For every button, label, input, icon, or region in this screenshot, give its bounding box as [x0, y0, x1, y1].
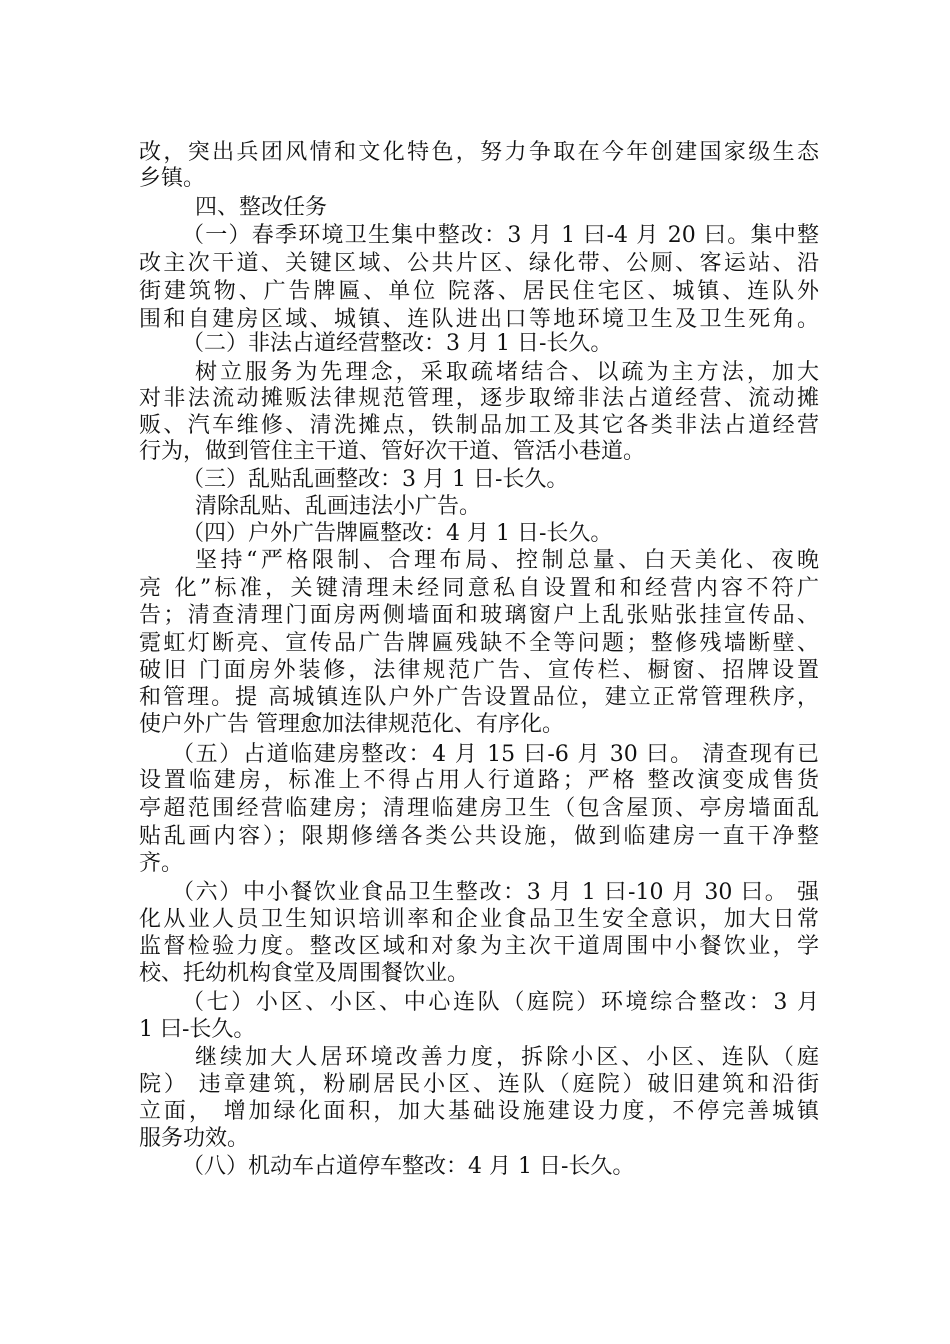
paragraph-line: 使户外广告 管理愈加法律规范化、有序化。: [139, 712, 564, 737]
paragraph-line: 围和自建房区域、城镇、连队进出口等地环境卫生及卫生死角。: [139, 307, 819, 332]
paragraph-line: 和管理。提 高城镇连队户外广告设置品位，建立正常管理秩序，: [139, 685, 819, 710]
item-heading: （八）机动车占道停车整改：4 月 1 日-长久。: [182, 1154, 635, 1179]
paragraph-line: 立面， 增加绿化面积，加大基础设施建设力度，不停完善城镇: [139, 1099, 819, 1124]
paragraph-line: 继续加大人居环境改善力度，拆除小区、小区、连队（庭: [195, 1045, 819, 1070]
section-heading: 四、整改任务: [195, 195, 328, 220]
item-heading: （六）中小餐饮业食品卫生整改：3 月 1 曰-10 月 30 曰。 强: [172, 880, 819, 905]
paragraph-line: 院） 违章建筑，粉刷居民小区、连队（庭院）破旧建筑和沿街: [139, 1072, 819, 1097]
item-heading: （四）户外广告牌匾整改：4 月 1 日-长久。: [182, 521, 613, 546]
paragraph-line: 监督检验力度。整改区域和对象为主次干道周围中小餐饮业，学: [139, 934, 819, 959]
paragraph-line: 亭超范围经营临建房；清理临建房卫生（包含屋顶、亭房墙面乱: [139, 796, 819, 821]
paragraph-line: 坚持“严格限制、合理布局、控制总量、白天美化、夜晚: [195, 548, 819, 573]
paragraph-line: 街建筑物、广告牌匾、单位 院落、居民住宅区、城镇、连队外: [139, 279, 819, 304]
paragraph-line: 树立服务为先理念，采取疏堵结合、以疏为主方法，加大: [195, 360, 819, 385]
paragraph-line: 亮 化”标准，关键清理未经同意私自设置和和经营内容不符广: [139, 576, 819, 601]
item-heading: （七）小区、小区、中心连队（庭院）环境综合整改：3 月: [182, 990, 819, 1015]
item-heading: （一）春季环境卫生集中整改：3 月 1 曰-4 月 20 曰。集中整: [182, 223, 819, 248]
paragraph-line: 化从业人员卫生知识培训率和企业食品卫生安全意识，加大日常: [139, 907, 819, 932]
paragraph-line: 服务功效。: [139, 1126, 250, 1151]
paragraph-line: 贴乱画内容）；限期修缮各类公共设施，做到临建房一直干净整: [139, 824, 819, 849]
paragraph-line: 告；清查清理门面房两侧墙面和玻璃窗户上乱张贴张挂宣传品、: [139, 603, 819, 628]
item-heading: （五）占道临建房整改：4 月 15 曰-6 月 30 曰。 清查现有已: [172, 742, 819, 767]
paragraph-line: 齐。: [139, 851, 184, 876]
paragraph-line: 设置临建房，标准上不得占用人行道路；严格 整改演变成售货: [139, 768, 819, 793]
paragraph-line: 乡镇。: [139, 166, 206, 191]
paragraph-line: 破旧 门面房外装修，法律规范广告、宣传栏、橱窗、招牌设置: [139, 658, 819, 683]
paragraph-line: 清除乱贴、乱画违法小广告。: [195, 494, 482, 519]
item-heading: （二）非法占道经营整改：3 月 1 日-长久。: [182, 331, 613, 356]
paragraph-line: 霓虹灯断亮、宣传品广告牌匾残缺不全等问题；整修残墙断壁、: [139, 631, 819, 656]
paragraph-line: 校、托幼机构食堂及周围餐饮业。: [139, 961, 470, 986]
paragraph-line: 1 曰-长久。: [139, 1017, 256, 1042]
paragraph-line: 对非法流动摊贩法律规范管理，逐步取缔非法占道经营、流动摊: [139, 386, 819, 411]
item-heading: （三）乱贴乱画整改：3 月 1 日-长久。: [182, 467, 569, 492]
paragraph-line: 行为，做到管住主干道、管好次干道、管活小巷道。: [139, 439, 646, 464]
paragraph-line: 改主次干道、关键区域、公共片区、绿化带、公厕、客运站、沿: [139, 251, 819, 276]
paragraph-line: 贩、汽车维修、清洗摊点，铁制品加工及其它各类非法占道经营: [139, 413, 819, 438]
paragraph-line: 改，突出兵团风情和文化特色，努力争取在今年创建国家级生态: [139, 140, 819, 165]
